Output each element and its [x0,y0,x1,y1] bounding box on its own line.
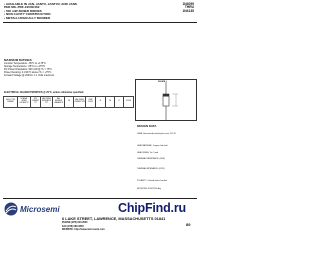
company-logo [4,202,60,216]
column-header: IR [96,97,106,108]
package-outline-figure [135,79,197,121]
design-data-item: POLARITY: Cathode end is banded [137,180,167,182]
rating-line: Power Derating: 4 mW/°C above TL = +75°C [4,70,52,74]
company-fax: FAX (978) 689-0803 [62,224,84,228]
feature-list [4,3,77,20]
rating-line: Storage Temperature: -65°C to +175°C [4,64,46,68]
column-header: MAX REVERSE LEAKAGE IR [53,97,65,108]
column-header: MAX ZENER CURRENT IZM [74,97,86,108]
company-address: 6 LAKE STREET, LAWRENCE, MASSACHUSETTS 01841 [62,216,166,221]
column-header: JEDEC TYPE NUMBER [4,97,18,108]
design-data-item: LEAD FINISH: Tin / Lead [137,152,159,154]
footer-divider [3,198,197,199]
column-header: NOMINAL ZENER VOLTAGE VZ [18,97,31,108]
electrical-characteristics-table [3,96,134,108]
header-divider [3,22,197,23]
column-header: NOISE [124,97,134,108]
rating-line: DC Power Dissipation: 500 mW @ TL = 75°C [4,67,52,71]
part-number-end: 1N4135 [182,8,194,13]
company-phone: PHONE (978) 620-2600 [62,221,88,224]
design-data-item: THERMAL RESISTANCE: (RθJL) [137,158,166,160]
figure-label: FIGURE 1 [158,81,167,83]
design-data-item: LEAD MATERIAL: Copper clad steel [137,145,168,147]
column-header: TEST CURRENT IZT [31,97,41,108]
part-number-range [164,3,194,13]
watermark-text: ChipFind.ru [118,201,186,215]
feature-bullet: • METALLURGICALLY BONDED [4,15,51,20]
feature-bullet: • AVAILABLE IN JAN, JANTX, JANTXV, AND JANS [4,2,77,6]
max-ratings-title: MAXIMUM RATINGS [4,58,32,62]
max-ratings [4,58,54,78]
design-data-title [137,124,156,128]
column-header: VR [65,97,74,108]
feature-bullet: PER MIL-PRF-19500/462 [4,5,40,10]
feature-bullet: • 500 mW ZENER DIODES [4,8,42,13]
page-number: 89 [186,222,191,227]
feature-bullet: • NON CAVITY CONSTRUCTION [4,12,51,17]
column-header: TEMP COEFF [86,97,96,108]
part-number-thru: THRU [184,5,194,10]
column-header: MAX ZENER IMPEDANCE ZZT [41,97,53,108]
diode-outline-drawing [136,80,198,122]
column-header: IZ [115,97,124,108]
part-number-start: 1N4099 [182,2,194,6]
rating-line: Junction Temperature: -65°C to +175°C [4,62,46,65]
design-data-item: THERMAL IMPEDANCE: (ZθJX) [137,168,165,170]
table-header-row [4,97,134,108]
company-name: Microsemi [20,204,60,214]
design-data-item: MOUNTING POSITION: Any [137,188,162,190]
rating-line: Forward Voltage @ 200mA: 1.1 Volts maximum [4,73,55,77]
design-data-item: CASE: Hermetically sealed glass case, DO-35 [137,133,176,135]
microsemi-logo-icon [4,202,18,216]
design-data-heading: DESIGN DATA [137,124,157,128]
elec-char-title: ELECTRICAL CHARACTERISTICS @ 25°C, unless otherwise specified [4,91,84,94]
column-header: VR [106,97,115,108]
company-website: WEBSITE: http://www.microsemi.com [62,228,105,231]
